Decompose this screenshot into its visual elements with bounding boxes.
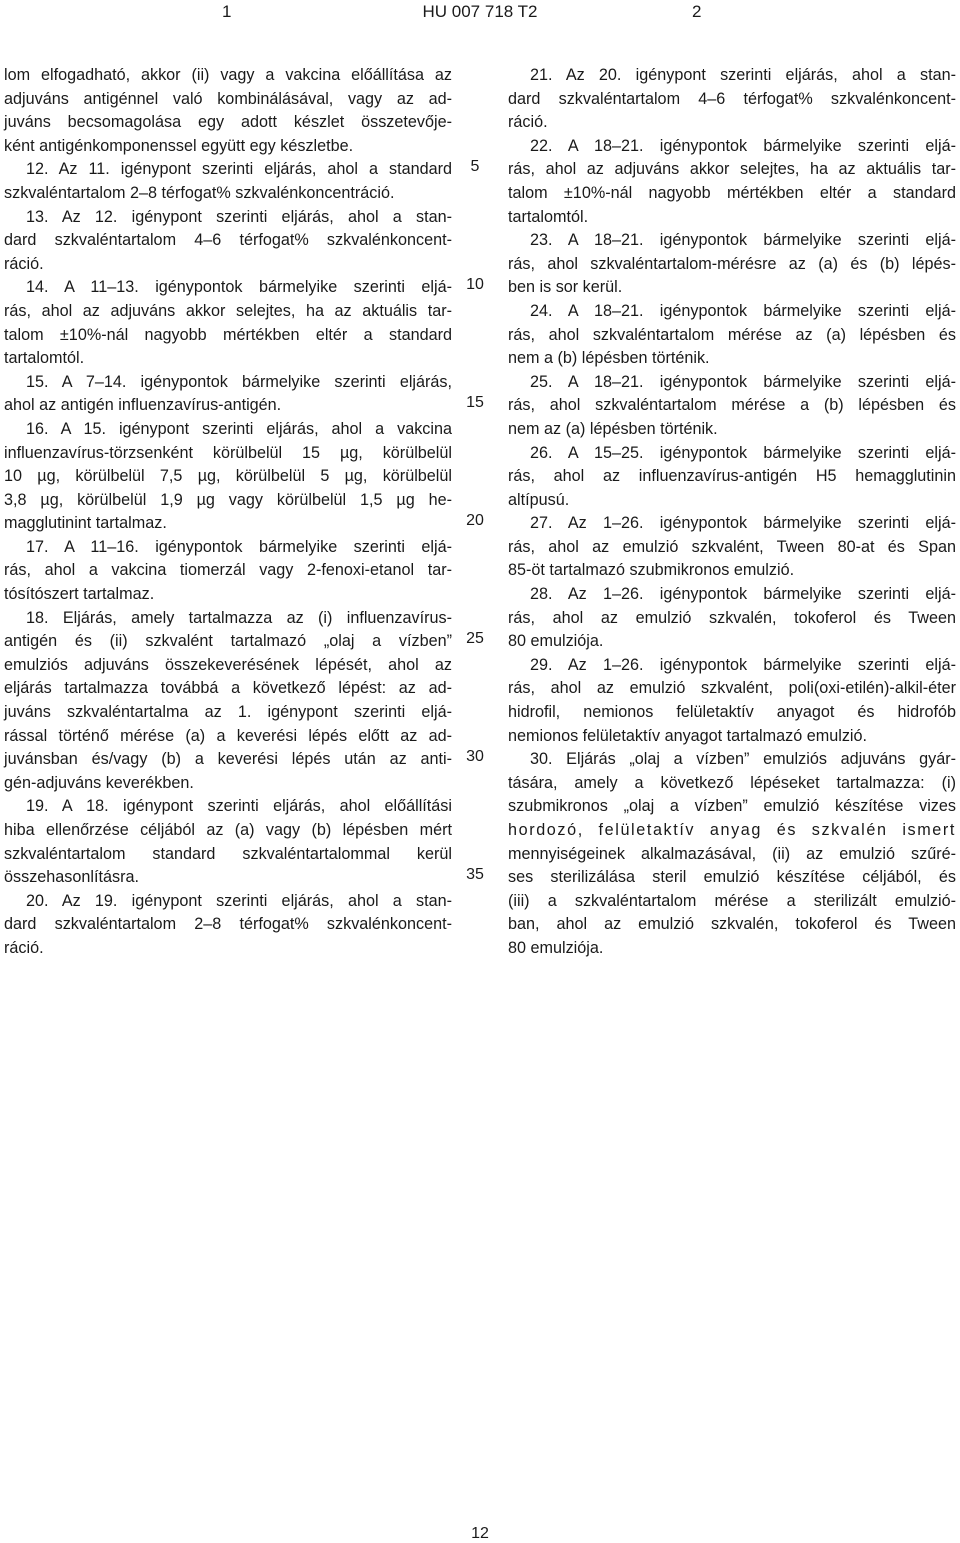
text-line: talom ±10%-nál nagyobb mértékben eltér a standard <box>4 325 452 344</box>
text-line: rás, ahol az emulzió szkvalén, tokoferol és Tween <box>508 608 956 627</box>
column-page-number-right: 2 <box>692 2 702 21</box>
text-line: szkvaléntartalom 2–8 térfogat% szkvalénkoncentráció. <box>4 183 395 202</box>
text-line: 14. A 11–13. igénypontok bármelyike szerinti eljá- <box>26 278 452 297</box>
text-line: ráció. <box>4 938 44 957</box>
text-line: tartalomtól. <box>508 207 589 226</box>
line-number: 25 <box>466 630 484 648</box>
text-line: gén-adjuváns keverékben. <box>4 773 194 792</box>
text-line: nem az (a) lépésben történik. <box>508 419 718 438</box>
text-line: juváns szkvaléntartalma az 1. igénypont szerinti eljá- <box>4 703 452 722</box>
text-line: 15. A 7–14. igénypontok bármelyike szerinti eljárás, <box>26 372 452 391</box>
text-line: ként antigénkomponenssel együtt egy készletbe. <box>4 136 354 155</box>
text-line: 25. A 18–21. igénypontok bármelyike szerinti eljá- <box>530 372 956 391</box>
text-line: 22. A 18–21. igénypontok bármelyike szerinti eljá- <box>530 136 956 155</box>
text-line: juvánsban és/vagy (b) a keverési lépés után az anti- <box>4 750 452 769</box>
text-line: 19. A 18. igénypont szerinti eljárás, ahol előállítási <box>26 797 452 816</box>
text-line: ban, ahol az emulzió szkvalén, tokoferol és Tween <box>508 915 956 934</box>
text-line: 27. Az 1–26. igénypontok bármelyike szerinti eljá- <box>530 514 956 533</box>
text-line: 10 µg, körülbelül 7,5 µg, körülbelül 5 µg, körülbelül <box>4 467 452 486</box>
page-number: 12 <box>471 1525 489 1542</box>
text-line: ráció. <box>4 254 44 273</box>
text-line: 18. Eljárás, amely tartalmazza az (i) influenzavírus- <box>26 608 452 627</box>
text-line: ráció. <box>508 113 548 132</box>
text-line: dard szkvaléntartalom 4–6 térfogat% szkvalénkoncent- <box>4 231 452 250</box>
line-number: 35 <box>466 866 484 884</box>
text-line: hidrofil, nemionos felületaktív anyagot és hidrofób <box>508 703 956 722</box>
text-line: 20. Az 19. igénypont szerinti eljárás, ahol a stan- <box>26 891 452 910</box>
text-line: 28. Az 1–26. igénypontok bármelyike szerinti eljá- <box>530 585 956 604</box>
line-number: 10 <box>466 276 484 294</box>
text-line: rás, ahol szkvaléntartalom mérése az (a) lépésben és <box>508 325 956 344</box>
text-line: rás, ahol szkvaléntartalom mérése a (b) lépésben és <box>508 396 956 415</box>
text-line: rással történő mérése (a) a keverési lépés előtt az ad- <box>4 726 452 745</box>
text-line: tására, amely a következő lépéseket tartalmazza: (i) <box>508 773 956 792</box>
text-line: rás, ahol az influenzavírus-antigén H5 hemagglutinin <box>508 467 956 486</box>
text-line: dard szkvaléntartalom 2–8 térfogat% szkvalénkoncent- <box>4 915 452 934</box>
text-line: influenzavírus-törzsenként körülbelül 15 µg, körülbelül <box>4 443 452 462</box>
text-line: rás, ahol az emulzió szkvalént, Tween 80-at és Span <box>508 537 956 556</box>
line-number: 15 <box>466 394 484 412</box>
text-line: hordozó, felületaktív anyag és szkvalén ismert <box>508 821 956 839</box>
text-line: mennyiségeinek alkalmazásával, (ii) az emulzió szűré- <box>508 844 956 863</box>
text-line: lom elfogadható, akkor (ii) vagy a vakcina előállítása az <box>4 66 452 84</box>
text-line: 12. Az 11. igénypont szerinti eljárás, ahol a standard <box>26 160 452 179</box>
line-number: 5 <box>470 158 480 176</box>
text-line: dard szkvaléntartalom 4–6 térfogat% szkvalénkoncent- <box>508 89 956 108</box>
text-line: rás, ahol az adjuváns akkor selejtes, ha az aktuális tar- <box>508 160 956 179</box>
left-column <box>4 64 452 961</box>
text-line: szkvaléntartalom standard szkvaléntartalommal kerül <box>4 844 452 863</box>
text-line: eljárás tartalmazza továbbá a következő lépést: az ad- <box>4 679 452 698</box>
text-line: 23. A 18–21. igénypontok bármelyike szerinti eljá- <box>530 231 956 250</box>
text-line: nem a (b) lépésben történik. <box>508 349 710 368</box>
text-line: szubmikronos „olaj a vízben” emulzió készítése vizes <box>508 797 956 816</box>
text-line: emulziós adjuváns összekeverésének lépését, ahol az <box>4 655 452 674</box>
text-line: tartalomtól. <box>4 349 85 368</box>
line-number: 20 <box>466 512 484 530</box>
text-line: ben is sor kerül. <box>508 278 623 297</box>
text-line: 24. A 18–21. igénypontok bármelyike szerinti eljá- <box>530 301 956 320</box>
text-line: hiba ellenőrzése céljából az (a) vagy (b) lépésben mért <box>4 821 452 839</box>
text-line: 21. Az 20. igénypont szerinti eljárás, ahol a stan- <box>530 66 956 84</box>
text-line: ahol az antigén influenzavírus-antigén. <box>4 396 282 415</box>
text-line: tósítószert tartalmaz. <box>4 585 155 604</box>
text-line: ses sterilizálása steril emulzió készítése céljából, és <box>508 868 956 887</box>
text-line: rás, ahol az adjuváns akkor selejtes, ha az aktuális tar- <box>4 301 452 320</box>
text-line: 30. Eljárás „olaj a vízben” emulziós adjuváns gyár- <box>530 750 956 769</box>
document-id: HU 007 718 T2 <box>422 2 538 21</box>
text-line: 26. A 15–25. igénypontok bármelyike szerinti eljá- <box>530 443 956 462</box>
text-line: 29. Az 1–26. igénypontok bármelyike szerinti eljá- <box>530 655 956 674</box>
text-line: adjuváns antigénnel való kombinálásával, vagy az ad- <box>4 89 452 108</box>
text-line: 80 emulziója. <box>508 938 604 957</box>
page-header <box>0 0 960 28</box>
text-line: juváns becsomagolása egy adott készlet összetevője- <box>4 113 452 132</box>
text-line: összehasonlításra. <box>4 868 139 887</box>
text-line: talom ±10%-nál nagyobb mértékben eltér a standard <box>508 183 956 202</box>
text-line: 17. A 11–16. igénypontok bármelyike szerinti eljá- <box>26 537 452 556</box>
text-line: 3,8 µg, körülbelül 1,9 µg vagy körülbelül 1,5 µg he- <box>4 490 452 509</box>
text-line: 13. Az 12. igénypont szerinti eljárás, ahol a stan- <box>26 207 452 226</box>
text-line: 85-öt tartalmazó szubmikronos emulzió. <box>508 561 795 580</box>
text-line: altípusú. <box>508 490 570 509</box>
text-line: antigén és (ii) szkvalént tartalmazó „olaj a vízben” <box>4 632 452 651</box>
text-line: 16. A 15. igénypont szerinti eljárás, ahol a vakcina <box>26 419 452 438</box>
right-column <box>508 64 956 961</box>
text-line: magglutinint tartalmaz. <box>4 514 167 533</box>
text-line: (iii) a szkvaléntartalom mérése a sterilizált emulzió- <box>508 891 956 910</box>
text-line: 80 emulziója. <box>508 632 604 651</box>
column-page-number-left: 1 <box>222 2 232 21</box>
text-line: rás, ahol szkvaléntartalom-mérésre az (a) és (b) lépés- <box>508 254 956 273</box>
text-line: nemionos felületaktív anyagot tartalmazó emulzió. <box>508 726 868 745</box>
text-line: rás, ahol az emulzió szkvalént, poli(oxi-etilén)-alkil-éter <box>508 679 956 698</box>
text-line: rás, ahol a vakcina tiomerzál vagy 2-fenoxi-etanol tar- <box>4 561 452 580</box>
line-number: 30 <box>466 748 484 766</box>
